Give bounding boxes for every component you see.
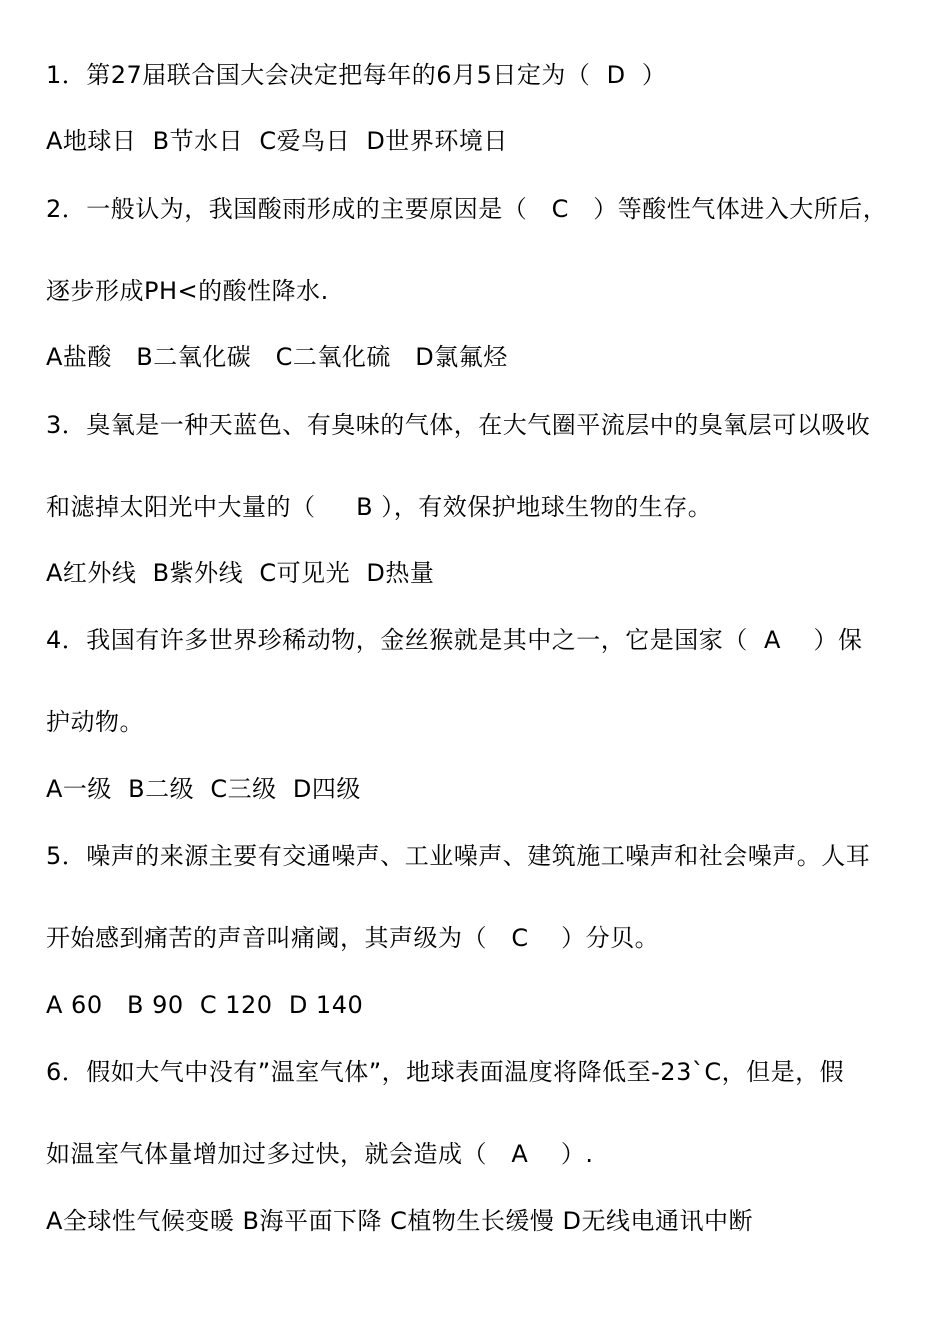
question-3-options: A红外线 B紫外线 C可见光 D热量: [46, 559, 435, 587]
question-2-stem-line-2: 逐步形成PH<的酸性降水.: [46, 277, 329, 305]
question-5-stem-line-1: 5．噪声的来源主要有交通噪声、工业噪声、建筑施工噪声和社会噪声。人耳: [46, 842, 871, 870]
question-4-options: A一级 B二级 C三级 D四级: [46, 775, 361, 803]
question-6-stem-line-2: 如温室气体量增加过多过快，就会造成（ A ）.: [46, 1140, 594, 1168]
question-3-stem-line-2: 和滤掉太阳光中大量的（ B ），有效保护地球生物的生存。: [46, 493, 713, 521]
question-2-stem-line-1: 2．一般认为，我国酸雨形成的主要原因是（ C ）等酸性气体进入大所后，: [46, 195, 888, 223]
question-1-stem: 1．第27届联合国大会决定把每年的6月5日定为（ D ）: [46, 61, 667, 89]
question-5-options: A 60 B 90 C 120 D 140: [46, 991, 364, 1019]
question-6-stem-line-1: 6．假如大气中没有”温室气体”，地球表面温度将降低至-23`C，但是，假: [46, 1058, 845, 1086]
question-3-stem-line-1: 3．臭氧是一种天蓝色、有臭味的气体，在大气圈平流层中的臭氧层可以吸收: [46, 411, 871, 439]
question-4-stem-line-2: 护动物。: [46, 708, 144, 736]
question-1-options: A地球日 B节水日 C爱鸟日 D世界环境日: [46, 127, 508, 155]
question-6-options: A全球性气候变暖 B海平面下降 C植物生长缓慢 D无线电通讯中断: [46, 1207, 754, 1235]
question-4-stem-line-1: 4．我国有许多世界珍稀动物，金丝猴就是其中之一，它是国家（ A ）保: [46, 626, 863, 654]
question-2-options: A盐酸 B二氧化碳 C二氧化硫 D氯氟烃: [46, 343, 508, 371]
question-5-stem-line-2: 开始感到痛苦的声音叫痛阈，其声级为（ C ）分贝。: [46, 924, 660, 952]
